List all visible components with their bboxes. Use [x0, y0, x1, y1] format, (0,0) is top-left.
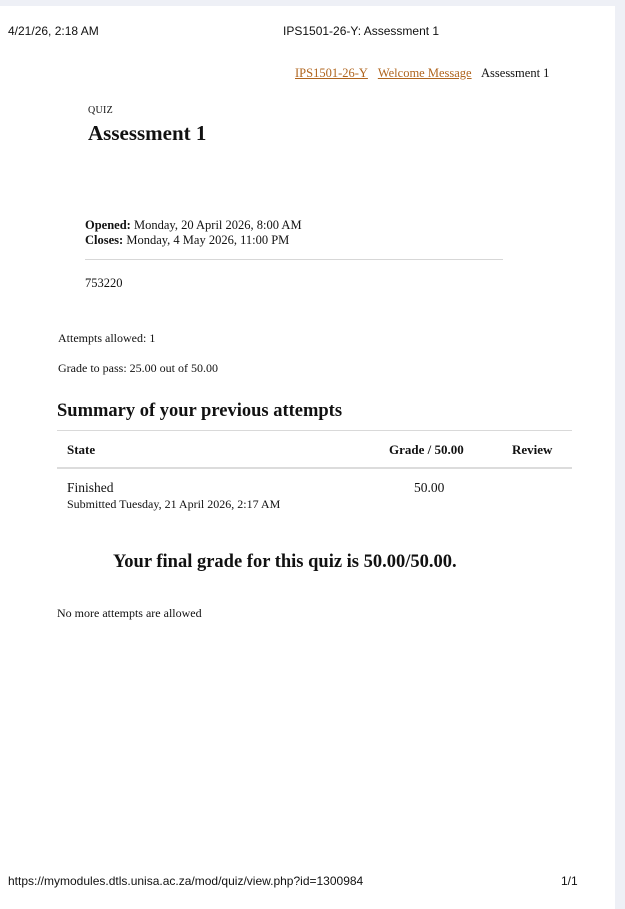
closes-value: Monday, 4 May 2026, 11:00 PM: [126, 233, 290, 247]
attempt-grade: 50.00: [414, 480, 445, 495]
summary-heading: Summary of your previous attempts: [57, 401, 343, 421]
quiz-pretitle: QUIZ: [88, 105, 114, 116]
breadcrumb-link-course[interactable]: IPS1501-26-Y: [295, 66, 368, 80]
attempts-allowed: Attempts allowed: 1: [58, 331, 156, 345]
print-page-number: 1/1: [561, 874, 578, 888]
attempt-submitted: Submitted Tuesday, 21 April 2026, 2:17 AM: [67, 497, 281, 511]
opened-value: Monday, 20 April 2026, 8:00 AM: [133, 218, 302, 232]
no-more-attempts: No more attempts are allowed: [57, 606, 202, 620]
page-title: Assessment 1: [88, 121, 207, 145]
print-datetime: 4/21/26, 2:18 AM: [8, 24, 99, 38]
print-page-title: IPS1501-26-Y: Assessment 1: [283, 24, 440, 38]
table-header-border: [57, 467, 572, 469]
closes-date: [85, 233, 302, 248]
attempt-state: Finished: [67, 480, 114, 495]
divider: [85, 259, 503, 260]
breadcrumb: [295, 66, 549, 81]
column-header-grade: Grade / 50.00: [389, 442, 464, 457]
opened-label: Opened:: [85, 218, 131, 232]
column-header-review: Review: [512, 442, 553, 457]
grade-to-pass: Grade to pass: 25.00 out of 50.00: [58, 361, 218, 375]
table-top-border: [57, 430, 572, 431]
column-header-state: State: [67, 442, 96, 457]
quiz-dates: [85, 218, 302, 248]
closes-label: Closes:: [85, 233, 124, 247]
opened-date: [85, 218, 302, 233]
print-footer-url: https://mymodules.dtls.unisa.ac.za/mod/quiz/view.php?id=1300984: [8, 874, 364, 888]
final-grade: Your final grade for this quiz is 50.00/50.00.: [113, 552, 457, 572]
quiz-code: 753220: [85, 276, 123, 290]
breadcrumb-current: Assessment 1: [481, 66, 550, 80]
breadcrumb-link-welcome-message[interactable]: Welcome Message: [377, 66, 472, 80]
